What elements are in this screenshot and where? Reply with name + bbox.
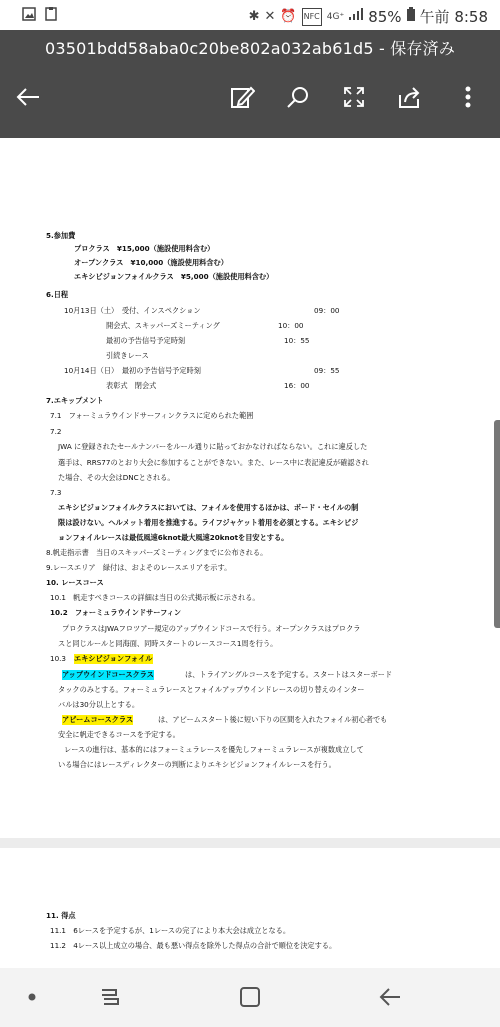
status-bar [0, 0, 500, 30]
back-nav-button[interactable] [370, 982, 410, 1012]
clause-10-3-text: タックのみとする。フォーミュラレースとフォイルアップウインドレースの切り替えのインター [58, 685, 365, 694]
battery-icon [407, 7, 415, 26]
schedule-time: 10：00 [278, 321, 304, 330]
clause-7-3: 7.3 [50, 488, 62, 497]
clause-10-1: 10.1 帆走すべきコースの詳細は当日の公式掲示板に示される。 [50, 593, 260, 602]
edit-icon [229, 84, 255, 110]
schedule-time: 10：55 [284, 336, 310, 345]
arrow-left-icon [15, 87, 41, 107]
section-11-title: 11. 得点 [46, 911, 76, 920]
back-arrow-icon [378, 987, 402, 1007]
alarm-icon: ⏰ [280, 8, 297, 24]
clause-10-3-text: レースの進行は、基本的にはフォーミュラレースを優先しフォーミュラレースが複数成立して [64, 745, 364, 754]
network-type: 4G⁺ [326, 11, 345, 22]
clause-10-3-text: いる場合にはレースディレクターの判断によりエキシビジョンフォイルレースを行う。 [58, 760, 336, 769]
clause-11-2: 11.2 4レース以上成立の場合、最も悪い得点を除外した得点の合計で順位を決定する。 [50, 941, 337, 950]
schedule-row: 開会式、スキッパーズミーティング [106, 321, 220, 330]
nfc-icon: NFC [302, 8, 322, 26]
clock: 午前 8:58 [419, 8, 488, 26]
schedule-row: 10月13日（土） 受付、インスペクション [64, 306, 201, 315]
clause-7-2-text: 選手は、RRS77のとおり大会に参加することができない。また、レース中に表記違反が確認され [58, 458, 369, 467]
clause-10-3-text: は、トライアングルコースを予定する。スタートはスターボード [185, 670, 393, 679]
more-vert-icon [465, 86, 471, 108]
fee-open: オープンクラス ¥10,000（施設使用料含む） [74, 258, 228, 267]
share-icon [397, 85, 423, 109]
section-7-title: 7.エキップメント [46, 396, 104, 405]
navigation-bar [0, 968, 500, 1027]
clause-10-3-title: エキシビジョンフォイル [74, 654, 153, 663]
battery-percent: 85% [368, 7, 402, 26]
section-8: 8.帆走指示書 当日のスキッパーズミーティングまでに公布される。 [46, 548, 268, 557]
fee-pro: プロクラス ¥15,000（施設使用料含む） [74, 244, 215, 253]
section-9: 9.レースエリア 緑付は、およそのレースエリアを示す。 [46, 563, 232, 572]
section-5-title: 5.参加費 [46, 231, 76, 240]
bluetooth-icon: ✱ [248, 8, 260, 24]
expand-icon [343, 86, 365, 108]
clause-7-2-text: JWA に登録されたセールナンバーをルール通りに貼っておかなければならない。これに違反した [58, 442, 368, 451]
nav-dot-button[interactable] [12, 982, 52, 1012]
schedule-time: 09：00 [314, 306, 340, 315]
dot-icon [28, 993, 36, 1001]
section-6-title: 6.日程 [46, 290, 69, 299]
recent-apps-icon [99, 986, 121, 1008]
mute-icon: ✕ [264, 8, 276, 24]
clause-10-3-number: 10.3 [50, 654, 67, 663]
search-button[interactable] [278, 75, 318, 119]
clause-10-2-text: スと同じルールと同海面、同時スタートのレースコース1周を行う。 [58, 639, 278, 648]
scroll-handle[interactable] [494, 420, 500, 628]
fee-foil: エキシビジョンフォイルクラス ¥5,000（施設使用料含む） [74, 272, 274, 281]
clause-10-3-text: 安全に帆走できるコースを予定する。 [58, 730, 180, 739]
clause-7-3-text: エキシビジョンフォイルクラスにおいては、フォイルを使用するほかは、ボード・セイルの制 [58, 503, 359, 512]
clipboard-icon [44, 7, 58, 26]
signal-icon [349, 8, 363, 25]
schedule-time: 16：00 [284, 381, 310, 390]
schedule-row: 最初の予告信号予定時刻 [106, 336, 186, 345]
home-button[interactable] [230, 982, 270, 1012]
document-page [0, 848, 500, 968]
app-bar [0, 30, 500, 138]
gallery-icon [22, 7, 36, 26]
share-button[interactable] [390, 75, 430, 119]
clause-10-2-text: プロクラスはJWAフロツアー規定のアップウインドコースで行う。オープンクラスはプロクラ [62, 624, 361, 633]
back-button[interactable] [8, 75, 48, 119]
schedule-row: 10月14日（日） 最初の予告信号予定時刻 [64, 366, 201, 375]
clause-7-3-text: ョンフォイルレースは最低風速6knot最大風速20knotを目安とする。 [58, 533, 289, 542]
clause-11-1: 11.1 6レースを予定するが、1レースの完了により本大会は成立となる。 [50, 926, 291, 935]
search-icon [286, 85, 310, 109]
section-10-title: 10. レースコース [46, 578, 104, 587]
clause-7-2-text: た場合、その大会はDNCとされる。 [58, 473, 175, 482]
clause-7-3-text: 限は設けない。ヘルメット着用を推進する。ライフジャケット着用を必須とする。エキシビジ [58, 518, 359, 527]
home-icon [239, 986, 261, 1008]
edit-button[interactable] [222, 75, 262, 119]
document-page [0, 138, 500, 838]
schedule-row: 表彰式 閉会式 [106, 381, 157, 390]
upwind-course-class-highlight: アップウインドコースクラス [62, 670, 154, 679]
recent-apps-button[interactable] [90, 982, 130, 1012]
clause-10-3-text: バルは30分以上とする。 [58, 700, 140, 709]
fullscreen-button[interactable] [334, 75, 374, 119]
clause-7-1: 7.1 フォーミュラウインドサーフィンクラスに定められた範囲 [50, 411, 254, 420]
abeam-course-class-highlight: アビームコースクラス [62, 715, 134, 724]
document-title: 03501bdd58aba0c20be802a032ab61d5 - 保存済み [44, 39, 456, 58]
clause-7-2: 7.2 [50, 427, 62, 436]
schedule-time: 09：55 [314, 366, 340, 375]
clause-10-2: 10.2 フォーミュラウインドサーフィン [50, 608, 182, 617]
more-options-button[interactable] [448, 75, 488, 119]
document-viewer[interactable] [0, 138, 500, 968]
clause-10-3-text: は、アビームスタート後に短い下りの区間を入れたフォイル初心者でも [158, 715, 388, 724]
schedule-row: 引続きレース [106, 351, 149, 360]
